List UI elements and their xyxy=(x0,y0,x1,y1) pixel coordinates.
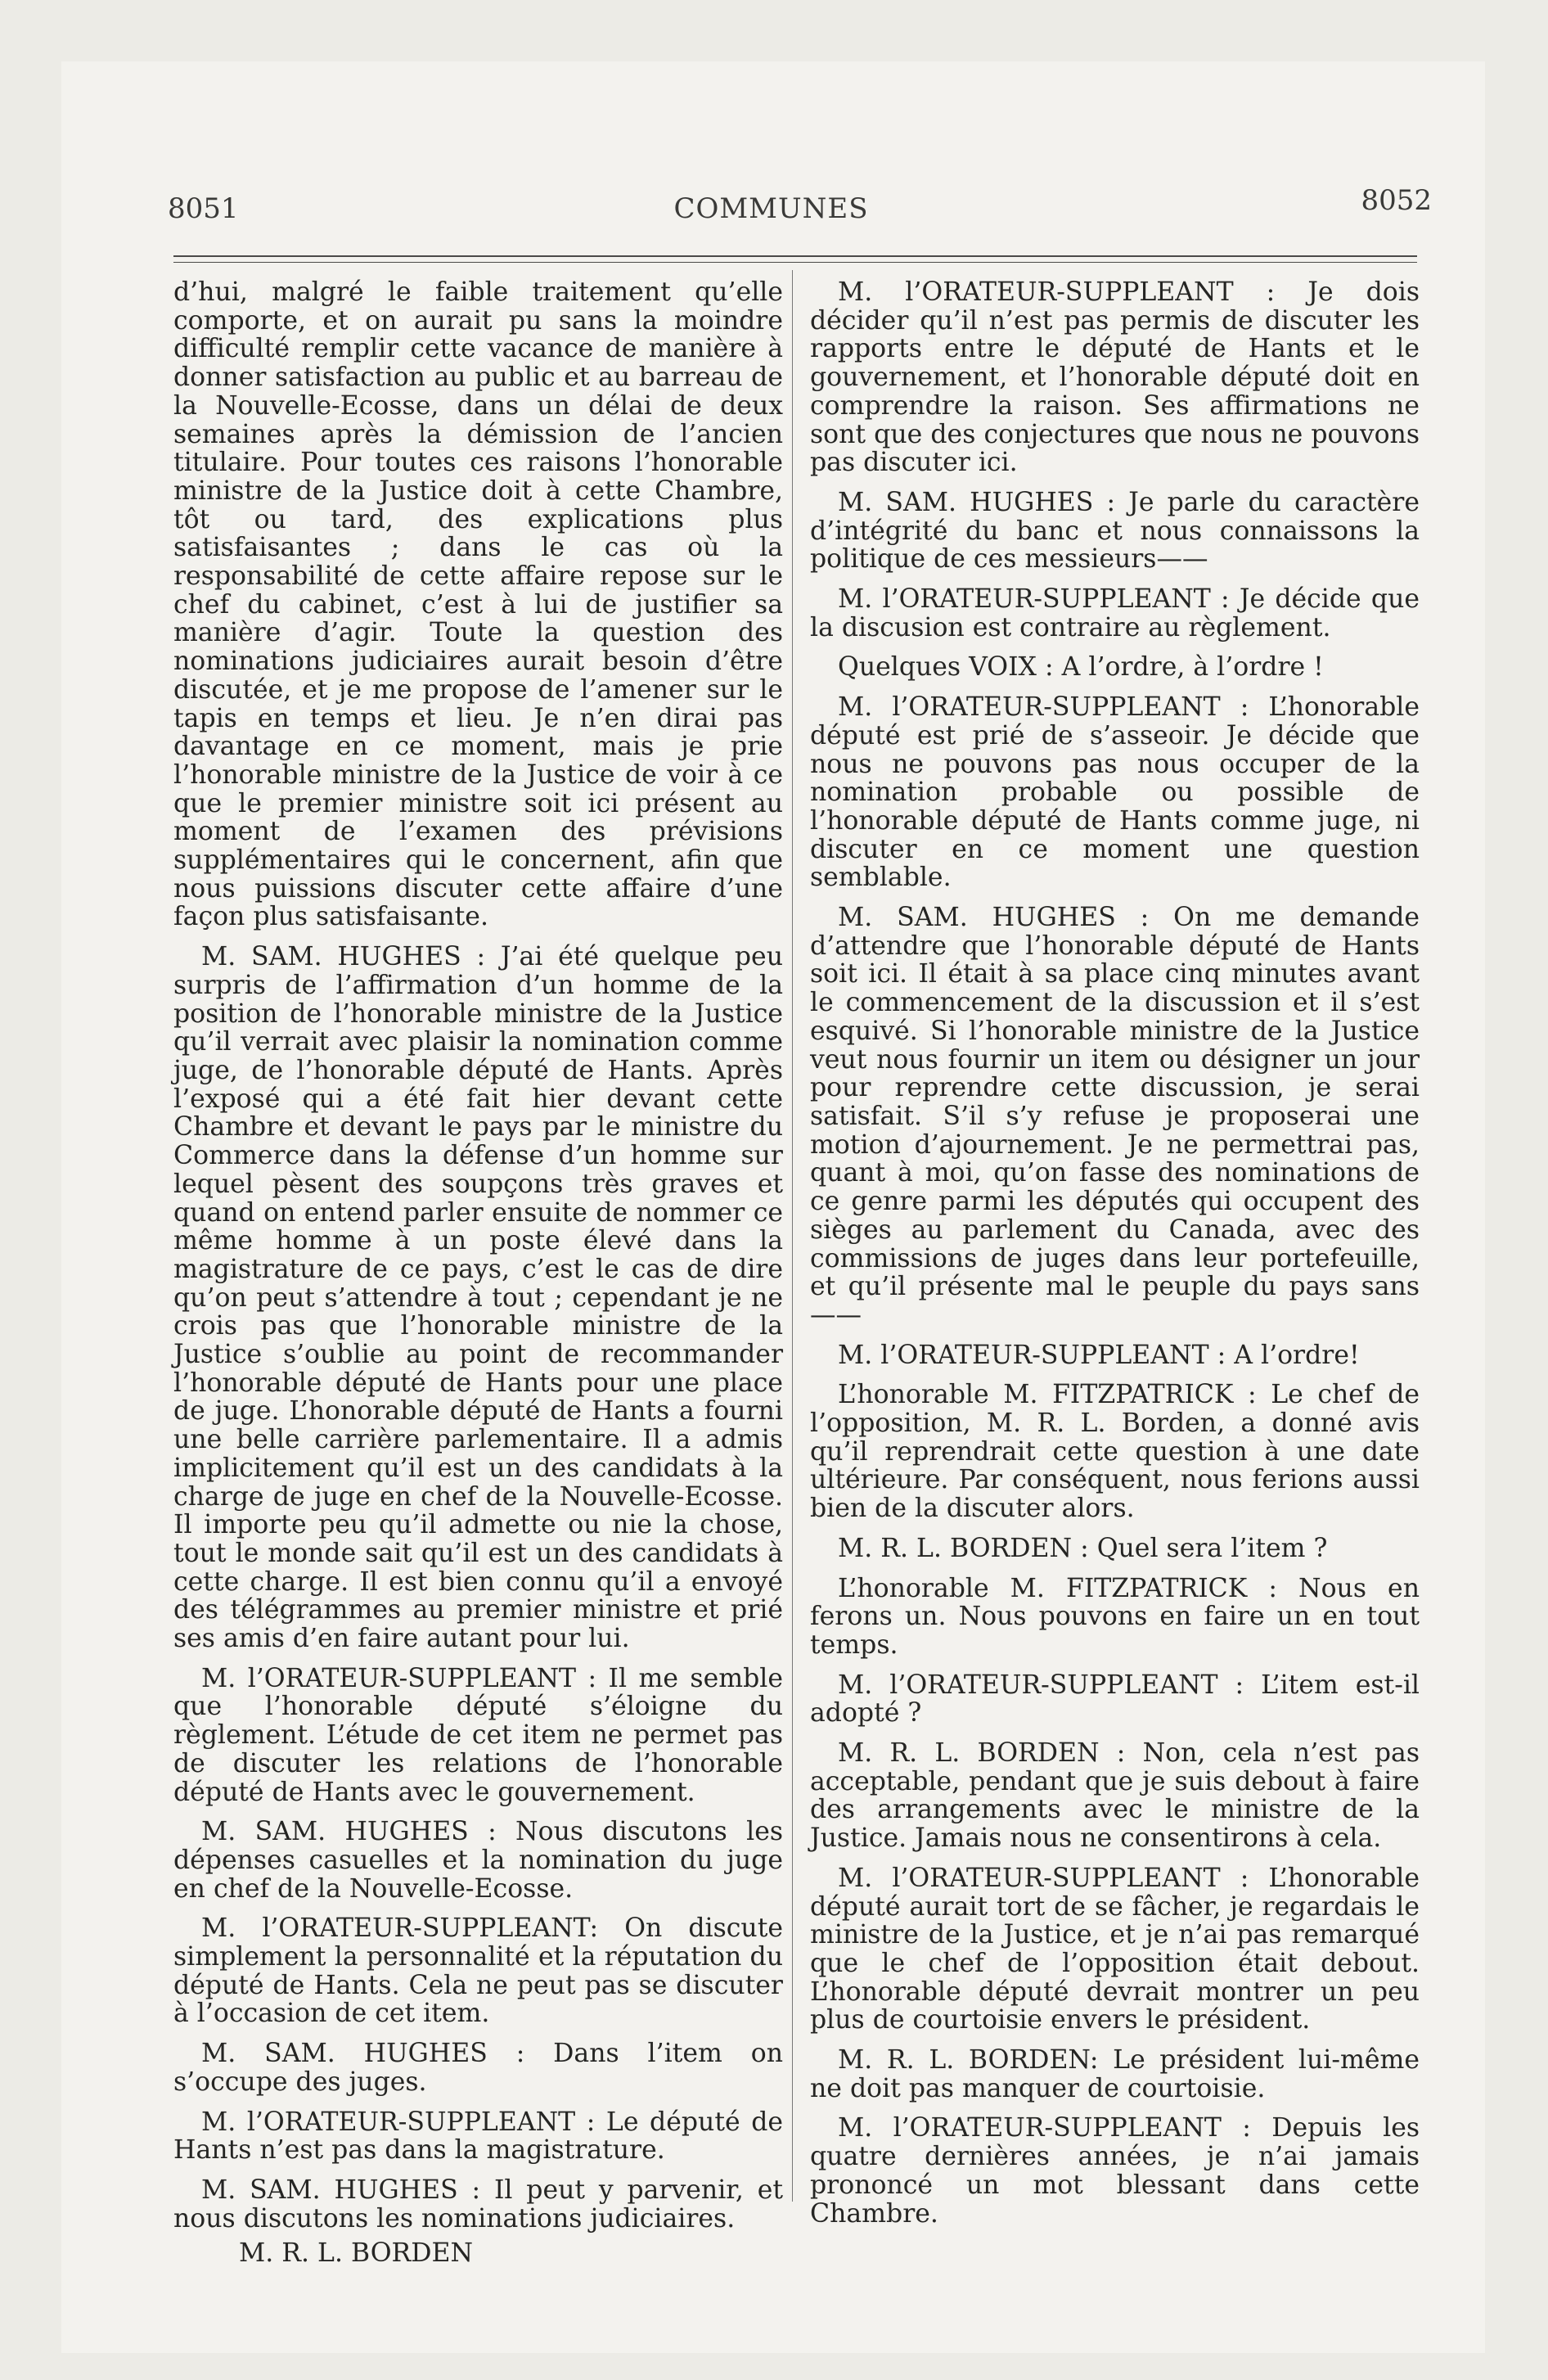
column-divider xyxy=(792,270,793,2202)
paragraph: M. l’ORATEUR-SUPPLEANT : A l’ordre! xyxy=(838,1340,1360,1370)
paragraph: M. SAM. HUGHES : On me demande d’attendre que l’honorable député de Hants soit ici. Il était à sa place cinq minutes avant le commencement de la discussion et il s’est esquivé. Si l’honorable ministre de la Justice veut nous fournir un item ou désigner un jour pour reprendre cette discussion, je serai satisfait. S’il s’y refuse je proposerai une motion d’ajournement. Je ne permettrai pas, quant à moi, qu’on fasse des nominations de ce genre parmi les députés qui occupent des sièges au parlement du Canada, avec des commissions de juges dans leur portefeuille, et qu’il présente mal le peuple du pays sans—— xyxy=(810,903,1420,1330)
right-column xyxy=(810,278,1420,2239)
page-header xyxy=(110,184,1432,241)
header-rule-thin xyxy=(173,262,1417,263)
paragraph: M. l’ORATEUR-SUPPLEANT : Depuis les quatre dernières années, je n’ai jamais prononcé un mot blessant dans cette Chambre. xyxy=(810,2113,1420,2229)
paragraph: M. R. L. BORDEN: Le président lui-même ne doit pas manquer de courtoisie. xyxy=(810,2045,1420,2103)
paragraph: M. l’ORATEUR-SUPPLEANT : L’honorable député est prié de s’asseoir. Je décide que nous ne pouvons pas nous occuper de la nomination probable ou possible de l’honorable député de Hants comme juge, ni discuter en ce moment une question semblable. xyxy=(810,692,1420,893)
paragraph: M. l’ORATEUR-SUPPLEANT : Le député de Hants n’est pas dans la magistrature. xyxy=(173,2107,783,2166)
paragraph: M. SAM. HUGHES : Il peut y parvenir, et nous discutons les nominations judiciaires. xyxy=(173,2175,783,2234)
paragraph: M. l’ORATEUR-SUPPLEANT : Il me semble que l’honorable député s’éloigne du règlement. L’étude de cet item ne permet pas de discuter les relations de l’honorable député de Hants avec le gouvernement. xyxy=(173,1663,783,1807)
paragraph: M. l’ORATEUR-SUPPLEANT : L’honorable député aurait tort de se fâcher, je regardais le ministre de la Justice, et je n’ai pas remarqué que le chef de l’opposition était debout. L’honorable député devrait montrer un peu plus de courtoisie envers le président. xyxy=(810,1863,1420,2035)
paragraph: L’honorable M. FITZPATRICK : Le chef de l’opposition, M. R. L. Borden, a donné avis qu’il reprendrait cette question à une date ultérieure. Par conséquent, nous ferions aussi bien de la discuter alors. xyxy=(810,1380,1420,1524)
page-number-right: 8052 xyxy=(1361,184,1432,217)
paragraph: M. SAM. HUGHES : Dans l’item on s’occupe des juges. xyxy=(173,2039,783,2097)
paragraph: M. SAM. HUGHES : Nous discutons les dépenses casuelles et la nomination du juge en chef de la Nouvelle-Ecosse. xyxy=(173,1817,783,1904)
speaker-line: M. R. L. BORDEN xyxy=(239,2238,474,2269)
paragraph: M. SAM. HUGHES : J’ai été quelque peu surpris de l’affirmation d’un homme de la position de l’honorable ministre de la Justice qu’il verrait avec plaisir la nomination comme juge, de l’honorable député de Hants. Après l’exposé qui a été fait hier devant cette Chambre et devant le pays par le ministre du Commerce dans la défense d’un homme sur lequel pèsent des soupçons très graves et quand on entend parler ensuite de nommer ce même homme à un poste élevé dans la magistrature de ce pays, c’est le cas de dire qu’on peut s’attendre à tout ; cependant je ne crois pas que l’honorable ministre de la Justice s’oublie au point de recommander l’honorable député de Hants pour une place de juge. L’honorable député de Hants a fourni une belle carrière parlementaire. Il a admis implicitement qu’il est un des candidats à la charge de juge en chef de la Nouvelle-Ecosse. Il importe peu qu’il admette ou nie la chose, tout le monde sait qu’il est un des candidats à cette charge. Il est bien connu qu’il a envoyé des télégrammes au premier ministre et prié ses amis d’en faire autant pour lui. xyxy=(173,942,783,1654)
paragraph: M. l’ORATEUR-SUPPLEANT : Je décide que la discusion est contraire au règlement. xyxy=(810,584,1420,642)
header-rule xyxy=(173,255,1417,257)
paragraph: L’honorable M. FITZPATRICK : Nous en ferons un. Nous pouvons en faire un en tout temps. xyxy=(810,1573,1420,1660)
paragraph: M. SAM. HUGHES : Je parle du caractère d’intégrité du banc et nous connaissons la politique de ces messieurs—— xyxy=(810,487,1420,575)
running-title: COMMUNES xyxy=(673,192,869,225)
page-number-left: 8051 xyxy=(168,192,239,225)
paragraph: M. l’ORATEUR-SUPPLEANT : Je dois décider qu’il n’est pas permis de discuter les rapports entre le député de Hants et le gouvernement, et l’honorable député doit en comprendre la raison. Ses affirmations ne sont que des conjectures que nous ne pouvons pas discuter ici. xyxy=(810,277,1420,478)
paragraph: M. l’ORATEUR-SUPPLEANT: On discute simplement la personnalité et la réputation du député de Hants. Cela ne peut pas se discuter à l’occasion de cet item. xyxy=(173,1913,783,2029)
paragraph: M. R. L. BORDEN : Quel sera l’item ? xyxy=(838,1533,1328,1563)
paragraph: M. l’ORATEUR-SUPPLEANT : L’item est-il adopté ? xyxy=(810,1670,1420,1729)
paragraph: Quelques VOIX : A l’ordre, à l’ordre ! xyxy=(838,652,1324,683)
left-column xyxy=(173,278,783,2279)
paragraph: d’hui, malgré le faible traitement qu’elle comporte, et on aurait pu sans la moindre difficulté remplir cette vacance de manière à donner satisfaction au public et au barreau de la Nouvelle-Ecosse, dans un délai de deux semaines après la démission de l’ancien titulaire. Pour toutes ces raisons l’honorable ministre de la Justice doit à cette Chambre, tôt ou tard, des explications plus satisfaisantes ; dans le cas où la responsabilité de cette affaire repose sur le chef du cabinet, c’est à lui de justifier sa manière d’agir. Toute la question des nominations judiciaires aurait besoin d’être discutée, et je me propose de l’amener sur le tapis en temps et lieu. Je n’en dirai pas davantage en ce moment, mais je prie l’honorable ministre de la Justice de voir à ce que le premier ministre soit ici présent au moment de l’examen des prévisions supplémentaires qui le concernent, afin que nous puissions discuter cette affaire d’une façon plus satisfaisante. xyxy=(173,277,783,932)
paragraph: M. R. L. BORDEN : Non, cela n’est pas acceptable, pendant que je suis debout à faire des arrangements avec le ministre de la Justice. Jamais nous ne consentirons à cela. xyxy=(810,1738,1420,1854)
